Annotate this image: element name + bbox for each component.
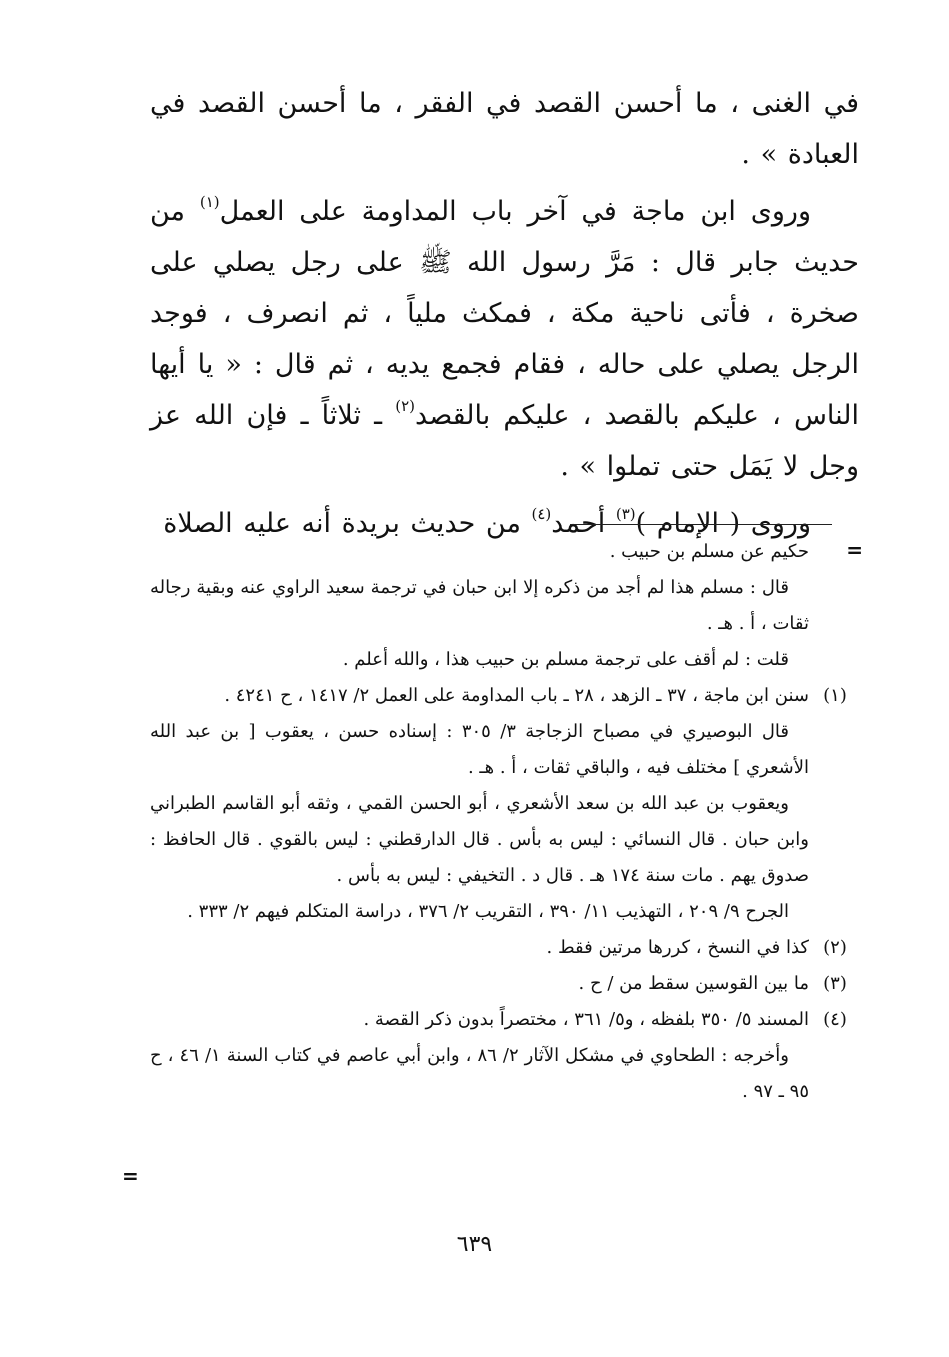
continuation-mark-top: =: [846, 538, 863, 562]
footnote-1-para-2: قال البوصيري في مصباح الزجاجة ٣/ ٣٠٥ : إسناده حسن ، يعقوب [ بن عبد الله الأشعري ] مختلف فيه ، والباقي ثقات ، أ . هـ .: [150, 721, 809, 778]
paragraph-3-end: من حديث بريدة أنه عليه الصلاة: [163, 508, 532, 539]
footnote-2-number: (٢): [823, 937, 847, 958]
footnote-divider: [570, 524, 832, 525]
paragraph-3-middle: أحمد: [551, 508, 616, 539]
paragraph-2-middle: من حديث جابر قال : مَرَّ رسول الله ﷺ على رجل يصلي على صخرة ، فأتى ناحية مكة ، فمكث ملياً ، ثم انصرف ، فوجد الرجل يصلي على حاله ، فقام فجمع يديه ، ثم قال : « يا أيها الناس ، عليكم بالقصد ، عليكم بالقصد: [150, 196, 860, 431]
footnote-2-text: كذا في النسخ ، كررها مرتين فقط .: [546, 937, 809, 958]
footnote-1-para-4: الجرح ٩/ ٢٠٩ ، التهذيب ١١/ ٣٩٠ ، التقريب ٢/ ٣٧٦ ، دراسة المتكلم فيهم ٢/ ٣٣٣ .: [187, 901, 789, 922]
footnote-3: [150, 966, 853, 1002]
footnotes: [150, 534, 853, 1110]
paragraph-3-start: وروى ( الإمام ): [635, 508, 811, 539]
continuation-mark-bottom: =: [122, 1164, 139, 1188]
paragraph-2-end: ـ ثلاثاً ـ فإن الله عز وجل لا يَمَل حتى تملوا » .: [150, 400, 859, 482]
footnote-3-text: ما بين القوسين سقط من / ح .: [578, 973, 809, 994]
footnote-4: [150, 1002, 853, 1110]
footnote-ref-3[interactable]: (٣): [615, 505, 636, 523]
footnote-4-text: المسند ٥/ ٣٥٠ بلفظه ، و٥/ ٣٦١ ، مختصراً بدون ذكر القصة .: [363, 1009, 809, 1030]
footnote-1-para-3: ويعقوب بن عبد الله بن سعد الأشعري ، أبو الحسن القمي ، وثقه أبو القاسم الطبراني وابن حبان . قال النسائي : ليس به بأس . قال الدارقطني : ليس بالقوي . قال الحافظ : صدوق يهم . مات سنة ١٧٤ هـ . قال د . التخيفي : ليس به بأس .: [150, 793, 809, 886]
footnote-4-para-2: وأخرجه : الطحاوي في مشكل الآثار ٢/ ٨٦ ، وابن أبي عاصم في كتاب السنة ١/ ٤٦ ، ح ٩٥ ـ ٩٧ .: [150, 1045, 809, 1102]
footnote-4-number: (٤): [823, 1009, 847, 1030]
paragraph-2-start: وروى ابن ماجة في آخر باب المداومة على العمل: [219, 196, 811, 227]
footnote-1: [150, 678, 853, 930]
footnote-1-text: سنن ابن ماجة ، ٣٧ ـ الزهد ، ٢٨ ـ باب المداومة على العمل ٢/ ١٤١٧ ، ح ٤٢٤١ .: [224, 685, 809, 706]
footnote-ref-4[interactable]: (٤): [531, 505, 552, 523]
carryover-line-1: حكيم عن مسلم بن حبيب .: [609, 541, 809, 562]
footnote-carryover: [150, 534, 853, 678]
footnote-2: [150, 930, 853, 966]
footnote-ref-1[interactable]: (١): [199, 193, 220, 211]
footnote-ref-2[interactable]: (٢): [395, 397, 416, 415]
page-number: ٦٣٩: [456, 1232, 493, 1257]
paragraph-2: [150, 186, 859, 492]
carryover-line-2: قال : مسلم هذا لم أجد من ذكره إلا ابن حبان في ترجمة سعيد الراوي عنه وبقية رجاله ثقات ، أ . هـ .: [150, 577, 809, 634]
carryover-line-3: قلت : لم أقف على ترجمة مسلم بن حبيب هذا ، والله أعلم .: [342, 649, 789, 670]
footnote-3-number: (٣): [823, 973, 847, 994]
paragraph-1: في الغنى ، ما أحسن القصد في الفقر ، ما أحسن القصد في العبادة » .: [150, 88, 859, 170]
footnote-1-number: (١): [823, 685, 847, 706]
main-text: [150, 78, 859, 549]
